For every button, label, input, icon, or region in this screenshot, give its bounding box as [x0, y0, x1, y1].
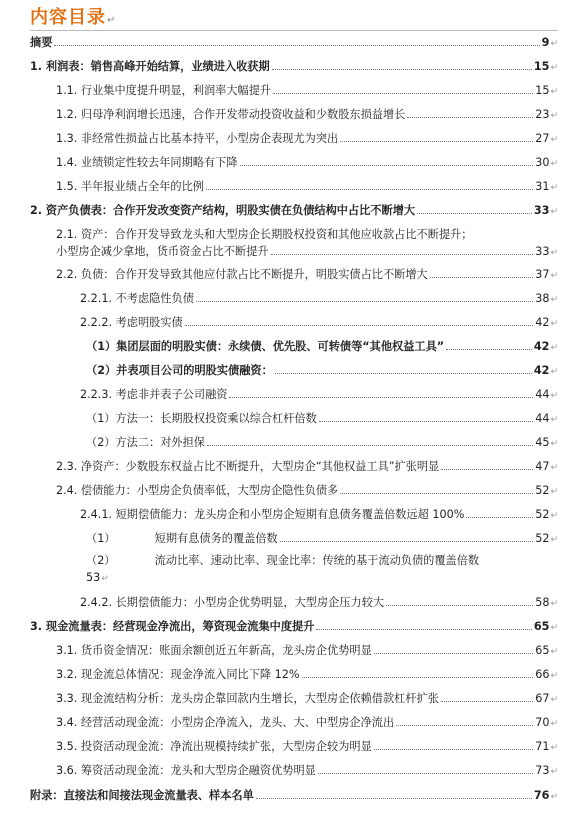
toc-entry[interactable] — [80, 292, 558, 307]
paragraph-mark-icon: ↵ — [550, 319, 558, 329]
toc-entry[interactable] — [30, 789, 558, 804]
toc-entry-page: 52 — [535, 532, 550, 545]
toc-entry-page: 15 — [535, 84, 550, 97]
toc-entry[interactable] — [80, 388, 558, 403]
toc-entry-title: （1） 短期有息债务的覆盖倍数 — [86, 532, 278, 545]
toc-entry-page: 42 — [533, 340, 550, 353]
paragraph-mark-icon: ↵ — [550, 535, 558, 545]
paragraph-mark-icon: ↵ — [550, 463, 558, 473]
toc-entry-title: 3. 现金流量表：经营现金净流出，筹资现金流集中度提升 — [30, 620, 315, 633]
paragraph-mark-icon: ↵ — [550, 743, 558, 753]
toc-entry[interactable] — [56, 84, 558, 99]
paragraph-mark-icon: ↵ — [550, 39, 558, 49]
toc-entry-title: 1.4. 业绩锁定性较去年同期略有下降 — [56, 156, 238, 169]
toc-entry[interactable] — [86, 436, 558, 451]
toc-entry-title: 2.4.2. 长期偿债能力：小型房企优势明显，大型房企压力较大 — [80, 596, 385, 609]
dot-leader — [54, 44, 539, 46]
toc-entry[interactable] — [80, 596, 558, 611]
toc-entry-page: 65 — [533, 620, 550, 633]
toc-entry[interactable] — [56, 644, 558, 659]
toc-entry-title: 3.6. 筹资活动现金流：龙头和大型房企融资优势明显 — [56, 764, 316, 777]
toc-entry[interactable] — [56, 668, 558, 683]
toc-entry-title: 2.4. 偿债能力：小型房企负债率低，大型房企隐性负债多 — [56, 484, 339, 497]
paragraph-mark-icon: ↵ — [550, 87, 558, 97]
toc-entry[interactable] — [80, 316, 558, 331]
toc-entry-title: 1.2. 归母净利润增长迅速，合作开发带动投资收益和少数股东损益增长 — [56, 108, 406, 121]
dot-leader — [446, 348, 532, 350]
dot-leader — [316, 628, 531, 630]
toc-entry-title: 1. 利润表：销售高峰开始结算，业绩进入收获期 — [30, 60, 270, 73]
toc-entry[interactable] — [30, 620, 558, 635]
dot-leader — [240, 164, 534, 166]
toc-entry-page: 65 — [535, 644, 550, 657]
toc-entry-page: 52 — [535, 484, 550, 497]
toc-entry-title: 3.3. 现金流结构分析：龙头房企靠回款内生增长，大型房企依赖借款杠杆扩张 — [56, 692, 439, 705]
toc-entry-title: （1）集团层面的明股实债：永续债、优先股、可转债等“其他权益工具” — [86, 340, 445, 353]
toc-entry-title: 2.2.2. 考虑明股实债 — [80, 316, 183, 329]
toc-entry-line — [56, 226, 558, 243]
toc-entry[interactable] — [80, 508, 558, 523]
dot-leader — [407, 116, 533, 118]
toc-entry-title: 2.1. 资产：合作开发导致龙头和大型房企长期股权投资和其他应收款占比不断提升； — [56, 228, 473, 241]
toc-entry-page: 27 — [535, 132, 550, 145]
toc-entry-page: 44 — [535, 412, 550, 425]
toc-entry-title: 1.1. 行业集中度提升明显，利润率大幅提升 — [56, 84, 272, 97]
toc-entry-multiline[interactable] — [56, 226, 558, 262]
dot-leader — [466, 516, 533, 518]
dot-leader — [256, 797, 532, 799]
toc-entry[interactable] — [30, 204, 558, 219]
dot-leader — [396, 724, 533, 726]
paragraph-mark-icon: ↵ — [550, 719, 558, 729]
toc-entry-page: 73 — [535, 764, 550, 777]
toc-entry-title: 3.5. 投资活动现金流：净流出规模持续扩张，大型房企较为明显 — [56, 740, 372, 753]
toc-entry[interactable] — [86, 340, 558, 355]
toc-entry[interactable] — [56, 740, 558, 755]
toc-entry-page: 23 — [535, 108, 550, 121]
toc-entry-title: 2.2. 负债：合作开发导致其他应付款占比不断提升，明股实债占比不断增大 — [56, 268, 428, 281]
paragraph-mark-icon: ↵ — [550, 647, 558, 657]
dot-leader — [273, 92, 533, 94]
toc-entry-title: 2.2.3. 考虑非并表子公司融资 — [80, 388, 228, 401]
paragraph-mark-icon: ↵ — [550, 248, 558, 258]
dot-leader — [386, 604, 533, 606]
paragraph-mark-icon: ↵ — [550, 135, 558, 145]
toc-entry[interactable] — [86, 532, 558, 547]
toc-entry[interactable] — [56, 692, 558, 707]
toc-entry-line — [86, 569, 558, 588]
dot-leader — [319, 420, 533, 422]
toc-entry[interactable] — [30, 36, 558, 51]
toc-entry-page: 45 — [535, 436, 550, 449]
dot-leader — [271, 253, 534, 255]
paragraph-mark-icon: ↵ — [550, 295, 558, 305]
toc-entry-title: 附录：直接法和间接法现金流量表、样本名单 — [30, 789, 254, 802]
toc-entry-title: 53 — [86, 571, 101, 584]
toc-entry-page: 67 — [535, 692, 550, 705]
paragraph-mark-icon: ↵ — [550, 63, 558, 73]
paragraph-mark-icon: ↵ — [550, 767, 558, 777]
paragraph-mark-icon: ↵ — [550, 439, 558, 449]
toc-entry[interactable] — [56, 108, 558, 123]
toc-entry[interactable] — [86, 412, 558, 427]
paragraph-mark-icon: ↵ — [550, 159, 558, 169]
paragraph-mark-icon: ↵ — [550, 207, 558, 217]
toc-entry[interactable] — [56, 484, 558, 499]
paragraph-mark-icon: ↵ — [101, 574, 109, 584]
paragraph-mark-icon: ↵ — [550, 511, 558, 521]
dot-leader — [340, 492, 533, 494]
toc-entry-title: 摘要 — [30, 36, 53, 49]
toc-entry[interactable] — [30, 60, 558, 75]
toc-entry-page: 9 — [541, 36, 550, 49]
paragraph-mark-icon: ↵ — [550, 111, 558, 121]
toc-entry-page: 47 — [535, 460, 550, 473]
toc-entry-page: 42 — [535, 316, 550, 329]
paragraph-mark-icon: ↵ — [550, 415, 558, 425]
dot-leader — [280, 540, 533, 542]
toc-entry-page: 33 — [533, 204, 550, 217]
toc-entry-title: 3.2. 现金流总体情况：现金净流入同比下降 12% — [56, 668, 300, 681]
toc-entry[interactable] — [56, 180, 558, 195]
dot-leader — [185, 324, 533, 326]
paragraph-mark-icon: ↵ — [550, 271, 558, 281]
paragraph-mark-icon: ↵ — [550, 391, 558, 401]
heading-divider — [30, 30, 558, 31]
toc-entry-title: （2）方法二：对外担保 — [86, 436, 205, 449]
toc-entry-title: 3.1. 货币资金情况：账面余额创近五年新高，龙头房企优势明显 — [56, 644, 372, 657]
dot-leader — [196, 300, 533, 302]
toc-entry-page: 38 — [535, 292, 550, 305]
paragraph-mark-icon: ↵ — [550, 367, 558, 377]
dot-leader — [430, 276, 533, 278]
toc-entry-title: 2.4.1. 短期偿债能力：龙头房企和小型房企短期有息债务覆盖倍数远超 100% — [80, 508, 465, 521]
toc-entry-page: 37 — [535, 268, 550, 281]
paragraph-mark-icon: ↵ — [550, 183, 558, 193]
toc-entry[interactable] — [56, 764, 558, 779]
paragraph-mark-icon: ↵ — [550, 623, 558, 633]
toc-heading-text: 内容目录 — [30, 7, 106, 28]
dot-leader — [207, 444, 533, 446]
toc-entry[interactable] — [56, 716, 558, 731]
dot-leader — [441, 468, 533, 470]
dot-leader — [417, 212, 532, 214]
dot-leader — [441, 700, 533, 702]
dot-leader — [318, 772, 533, 774]
toc-entry-title: （1）方法一：长期股权投资乘以综合杠杆倍数 — [86, 412, 317, 425]
toc-entry-page: 42 — [533, 364, 550, 377]
toc-entry-page: 31 — [535, 180, 550, 193]
toc-entry[interactable] — [56, 460, 558, 475]
toc-entry-title: 2. 资产负债表：合作开发改变资产结构，明股实债在负债结构中占比不断增大 — [30, 204, 416, 217]
toc-entry-page: 71 — [535, 740, 550, 753]
toc-entry-title: 1.5. 半年报业绩占全年的比例 — [56, 180, 204, 193]
dot-leader — [206, 188, 533, 190]
toc-entry-page: 15 — [533, 60, 550, 73]
toc-entry-page: 30 — [535, 156, 550, 169]
toc-entry-page: 44 — [535, 388, 550, 401]
toc-entry-title: 2.3. 净资产：少数股东权益占比不断提升，大型房企“其他权益工具”扩张明显 — [56, 460, 440, 473]
paragraph-mark-icon: ↵ — [550, 695, 558, 705]
toc-entry-page: 70 — [535, 716, 550, 729]
toc-entry-title: 1.3. 非经常性损益占比基本持平，小型房企表现尤为突出 — [56, 132, 339, 145]
paragraph-mark-icon: ↵ — [550, 671, 558, 681]
paragraph-mark-icon: ↵ — [550, 792, 558, 802]
toc-entry-page: 58 — [535, 596, 550, 609]
toc-entry-title: 2.2.1. 不考虑隐性负债 — [80, 292, 194, 305]
dot-leader — [374, 748, 533, 750]
toc-entry-page: 33 — [535, 245, 550, 258]
toc-entry-title: 小型房企减少拿地，货币资金占比不断提升 — [56, 245, 269, 258]
toc-entry-page: 76 — [533, 789, 550, 802]
toc-entry[interactable] — [86, 364, 558, 379]
dot-leader — [340, 140, 533, 142]
toc-entry-line — [56, 243, 558, 262]
dot-leader — [374, 652, 533, 654]
paragraph-mark-icon: ↵ — [550, 599, 558, 609]
toc-entry-page: 52 — [535, 508, 550, 521]
toc-entry-title: （2） 流动比率、速动比率、现金比率：传统的基于流动负债的覆盖倍数 — [86, 554, 480, 567]
paragraph-mark-icon: ↵ — [550, 487, 558, 497]
toc-entry[interactable] — [56, 132, 558, 147]
dot-leader — [229, 396, 533, 398]
paragraph-mark-icon: ↵ — [550, 343, 558, 353]
toc-entry-page: 66 — [535, 668, 550, 681]
toc-entry-multiline[interactable] — [86, 552, 558, 588]
toc-entry[interactable] — [56, 268, 558, 283]
dot-leader — [275, 372, 532, 374]
toc-heading — [30, 3, 116, 29]
dot-leader — [272, 68, 532, 70]
dot-leader — [302, 676, 534, 678]
paragraph-mark-icon: ↵ — [107, 15, 117, 26]
toc-entry-title: （2）并表项目公司的明股实债融资： — [86, 364, 273, 377]
toc-entry-line — [86, 552, 558, 569]
toc-entry[interactable] — [56, 156, 558, 171]
toc-entry-title: 3.4. 经营活动现金流：小型房企净流入，龙头、大、中型房企净流出 — [56, 716, 395, 729]
